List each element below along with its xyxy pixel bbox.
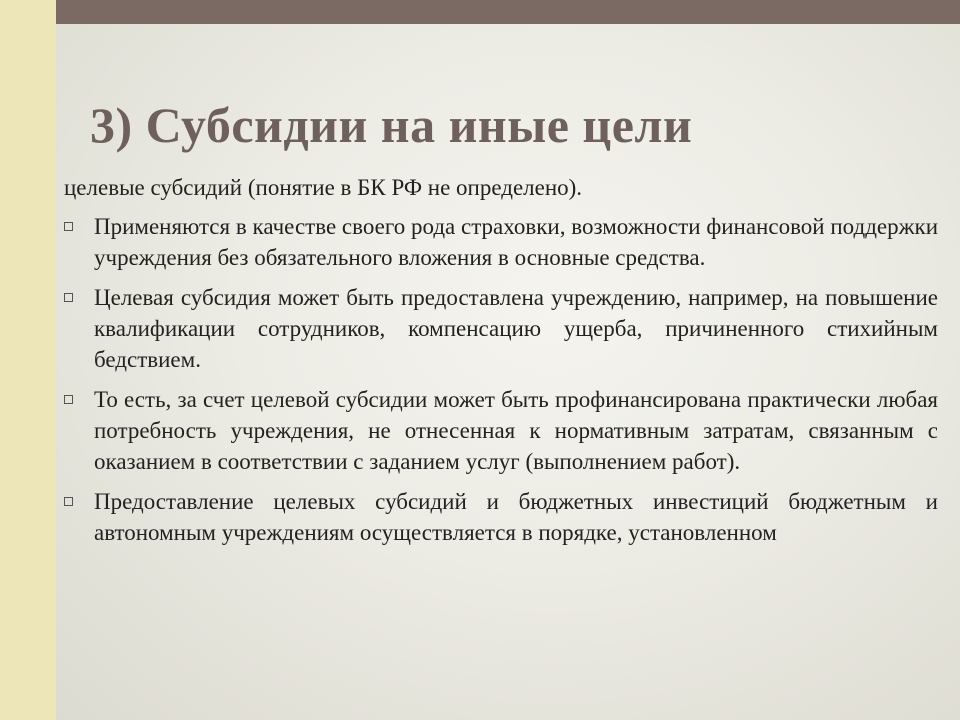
bullet-text: Целевая субсидия может быть предоставлена учреждению, например, на повышение квалификации сотрудников, компенсацию ущерба, причиненного стихийным бедствием. [94,285,938,372]
square-bullet-icon [64,293,73,302]
bullet-text: Применяются в качестве своего рода страховки, возможности финансовой поддержки учреждения без обязательного вложения в основные средства. [94,214,938,270]
list-item [64,282,938,375]
top-decorative-bar [56,0,960,24]
bullet-text: Предоставление целевых субсидий и бюджетных инвестиций бюджетным и автономным учреждениям осуществляется в порядке, установленном [94,489,938,545]
square-bullet-icon [64,497,73,506]
bullet-text: То есть, за счет целевой субсидии может быть профинансирована практически любая потребность учреждения, не отнесенная к нормативным затратам, связанным с оказанием в соответствии с заданием услуг (выполнением работ). [94,387,938,474]
bullet-list [64,211,938,548]
slide-content [64,172,938,557]
lead-text: целевые субсидий (понятие в БК РФ не определено). [64,175,583,200]
square-bullet-icon [64,395,73,404]
list-item [64,486,938,548]
square-bullet-icon [64,222,73,231]
list-item [64,384,938,477]
list-item [64,211,938,273]
left-decorative-strip [0,0,56,720]
slide-title: 3) Субсидии на иные цели [90,97,693,153]
